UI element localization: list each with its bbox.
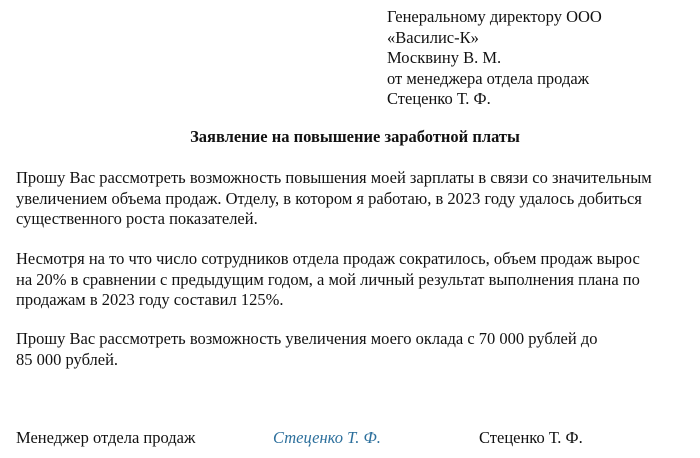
- document-title: Заявление на повышение заработной платы: [190, 127, 520, 146]
- paragraph-line: Прошу Вас рассмотреть возможность увеличения моего оклада с 70 000 рублей до: [16, 329, 598, 348]
- body-paragraph: [16, 168, 686, 230]
- addressee-line: Генеральному директору ООО: [387, 7, 602, 26]
- paragraph-line: 85 000 рублей.: [16, 349, 119, 369]
- paragraph-line: на 20% в сравнении с предыдущим годом, а мой личный результат выполнения плана по: [16, 269, 640, 289]
- addressee-block: [387, 7, 602, 110]
- addressee-line: «Василис-К»: [387, 27, 479, 47]
- addressee-line: Стеценко Т. Ф.: [387, 89, 491, 108]
- addressee-line: от менеджера отдела продаж: [387, 68, 590, 88]
- body-paragraph: [16, 249, 686, 311]
- signature-name: Стеценко Т. Ф.: [479, 428, 583, 447]
- body-paragraph: [16, 329, 686, 370]
- signature-position: Менеджер отдела продаж: [16, 428, 196, 447]
- paragraph-line: продажам в 2023 году составил 125%.: [16, 290, 284, 309]
- paragraph-line: увеличением объема продаж. Отделу, в котором я работаю, в 2023 году удалось добиться: [16, 188, 642, 208]
- paragraph-line: существенного роста показателей.: [16, 209, 258, 228]
- handwritten-signature: Стеценко Т. Ф.: [273, 428, 381, 447]
- paragraph-line: Несмотря на то что число сотрудников отдела продаж сократилось, объем продаж вырос: [16, 249, 640, 268]
- paragraph-line: Прошу Вас рассмотреть возможность повышения моей зарплаты в связи со значительным: [16, 168, 652, 187]
- addressee-line: Москвину В. М.: [387, 48, 502, 67]
